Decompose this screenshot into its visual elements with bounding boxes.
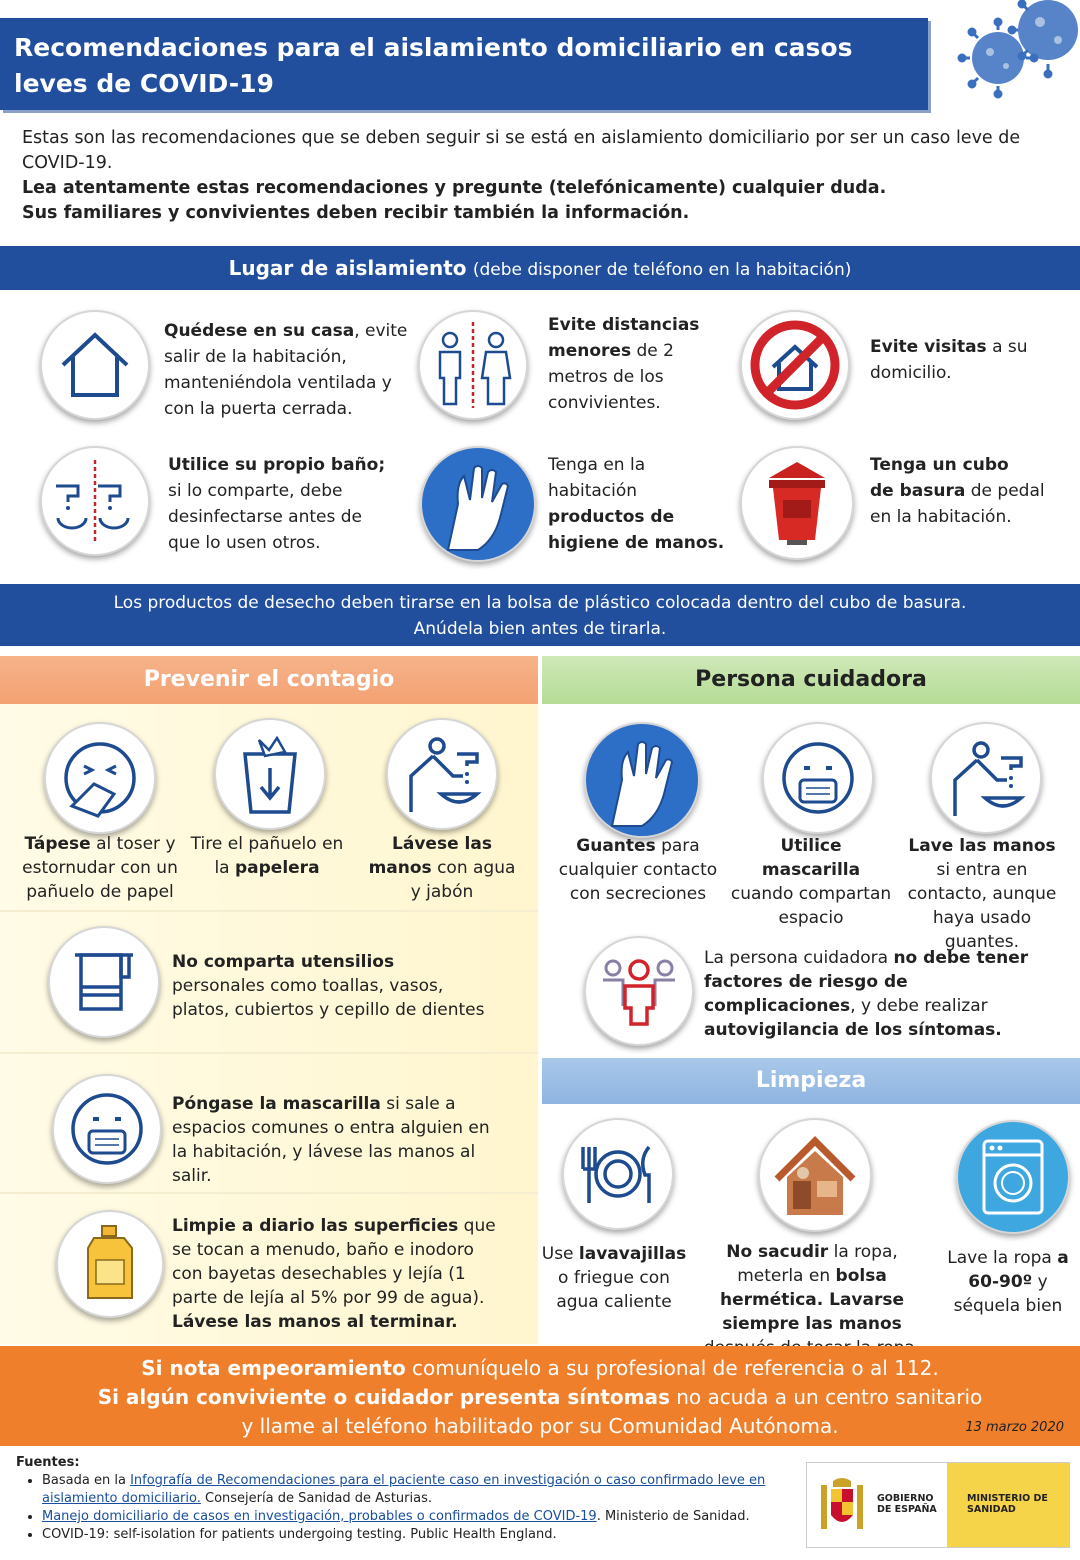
sources-title: Fuentes: — [16, 1455, 80, 1470]
lugar-item-bano-text: si lo comparte, debe desinfectarse antes de que lo usen otros. — [168, 481, 363, 553]
coat-of-arms-icon — [817, 1477, 867, 1535]
intro-line1: Estas son las recomendaciones que se deben seguir si se está en aislamiento domiciliario por ser un caso leve de COVID-19. — [22, 128, 1021, 173]
prevenir-limpie — [172, 1214, 502, 1334]
lugar-item-casa-text: , evite salir de la habitación, manteniéndola ventilada y con la puerta cerrada. — [164, 321, 408, 419]
cuidadora-lave-bold: Lave las manos — [908, 836, 1056, 856]
prevenir-tire — [186, 832, 348, 880]
limpieza-lave-text2: y séquela bien — [953, 1272, 1063, 1316]
source-1-link[interactable]: Infografía de Recomendaciones para el paciente caso en investigación o caso confirmado leve en aislamiento domiciliario. — [42, 1473, 766, 1506]
prevenir-tapese — [20, 832, 180, 904]
limpieza-lave-text: Lave la ropa — [947, 1248, 1058, 1268]
page-title: Recomendaciones para el aislamiento domiciliario en casos leves de COVID-19 — [14, 33, 853, 98]
lugar-item-bano — [168, 452, 388, 556]
warning-line2-text: no acuda a un centro sanitario — [669, 1385, 983, 1409]
cuidadora-riesgo — [704, 946, 1044, 1042]
prevenir-utensilios-text: personales como toallas, vasos, platos, cubiertos y cepillo de dientes — [172, 976, 485, 1020]
cuidadora-riesgo-text1: La persona cuidadora — [704, 948, 894, 968]
lugar-item-higiene-text: Tenga en la habitación — [548, 455, 646, 501]
logo-ministerio: MINISTERIO DE SANIDAD — [967, 1493, 1048, 1515]
lugar-item-distancia-text: de 2 metros de los convivientes. — [548, 341, 674, 413]
warning-line1-bold: Si nota empeoramiento — [141, 1356, 406, 1380]
prevenir-utensilios-bold: No comparta utensilios — [172, 952, 395, 972]
intro-line3: Sus familiares y convivientes deben recibir también la información. — [22, 203, 690, 223]
desechos-line2: Anúdela bien antes de tirarla. — [413, 619, 667, 639]
date-label: 13 marzo 2020 — [965, 1420, 1064, 1435]
prevenir-tapese-bold: Tápese — [24, 834, 91, 854]
cuidadora-mascarilla-bold: Utilice mascarilla — [761, 836, 861, 880]
lugar-item-visitas-text: a su domicilio. — [870, 337, 1028, 383]
virus-decoration-icon — [948, 0, 1080, 110]
plate-cutlery-icon — [562, 1118, 674, 1230]
cuidadora-header: Persona cuidadora — [542, 656, 1080, 704]
lugar-title: Lugar de aislamiento — [228, 256, 467, 280]
logo-gobierno: GOBIERNO DE ESPAÑA — [877, 1493, 937, 1515]
cuidadora-lave — [904, 834, 1060, 954]
limpieza-ropa-bold1: No sacudir — [726, 1242, 829, 1262]
wastebasket-icon — [214, 718, 326, 830]
cuidadora-guantes-text: para cualquier contacto con secreciones — [558, 836, 718, 904]
prevenir-limpie-text: que se tocan a menudo, baño e inodoro con bayetas desechables y lejía (1 parte de lejía al 5% por 99 de agua). — [172, 1216, 496, 1308]
lugar-item-casa-bold: Quédese en su casa — [164, 321, 355, 341]
limpieza-lavavajillas-text2: o friegue con agua caliente — [556, 1268, 672, 1312]
prevenir-mascarilla — [172, 1092, 502, 1188]
cuidadora-guantes-bold: Guantes — [576, 836, 656, 856]
government-logo — [806, 1462, 1070, 1548]
intro-line2: Lea atentamente estas recomendaciones y pregunte (telefónicamente) cualquier duda. — [22, 178, 887, 198]
government-logo-white — [807, 1463, 947, 1547]
cuidadora-guantes — [558, 834, 718, 906]
limpieza-lave-bold: a 60-90º — [968, 1248, 1069, 1292]
title-bar — [0, 18, 928, 110]
lugar-item-distancia — [548, 312, 728, 416]
lugar-item-basura — [870, 452, 1050, 530]
bleach-bottle-icon — [56, 1210, 164, 1318]
face-mask-icon — [52, 1074, 162, 1184]
bathroom-tap-icon — [40, 446, 150, 556]
lugar-item-bano-bold: Utilice su propio baño; — [168, 455, 386, 475]
clothes-house-icon — [758, 1118, 872, 1232]
limpieza-header: Limpieza — [542, 1058, 1080, 1104]
prevenir-tire-bold: papelera — [234, 858, 320, 878]
source-item — [42, 1508, 796, 1526]
towel-icon — [48, 926, 160, 1038]
limpieza-lavavajillas-bold: lavavajillas — [578, 1244, 687, 1264]
face-mask-icon — [762, 722, 874, 834]
limpieza-ropa-text1: la ropa, meterla en — [737, 1242, 898, 1286]
lugar-header — [0, 246, 1080, 290]
lugar-item-visitas-bold: Evite visitas — [870, 337, 987, 357]
lugar-item-basura-bold1: Tenga un cubo — [870, 455, 1009, 475]
source-item — [42, 1472, 796, 1508]
source-1-text2: Consejería de Sanidad de Asturias. — [200, 1491, 432, 1506]
source-2-text: . Ministerio de Sanidad. — [596, 1509, 750, 1524]
warning-line2-bold: Si algún conviviente o cuidador presenta síntomas — [97, 1385, 670, 1409]
limpieza-lavavajillas — [540, 1242, 688, 1314]
desechos-band — [0, 584, 1080, 646]
prevenir-lavese — [362, 832, 522, 904]
sneeze-tissue-icon — [44, 722, 156, 834]
desechos-line1: Los productos de desecho deben tirarse en la bolsa de plástico colocada dentro del cubo de basura. — [113, 593, 967, 613]
washing-machine-icon — [956, 1120, 1070, 1234]
prevenir-lavese-text: con agua y jabón — [410, 858, 516, 902]
lugar-item-casa — [164, 318, 414, 422]
source-2-link[interactable]: Manejo domiciliario de casos en investigación, probables o confirmados de COVID-19 — [42, 1509, 597, 1524]
divider — [0, 1052, 538, 1054]
gloves-hands-icon — [584, 722, 700, 838]
divider — [0, 1192, 538, 1194]
divider — [0, 910, 538, 912]
prevenir-limpie-bold: Limpie a diario las superficies — [172, 1216, 459, 1236]
prevenir-mascarilla-bold: Póngase la mascarilla — [172, 1094, 381, 1114]
prevenir-utensilios — [172, 950, 492, 1022]
limpieza-lave — [944, 1246, 1072, 1318]
lugar-item-higiene — [548, 452, 728, 556]
prevenir-tapese-text: al toser y estornudar con un pañuelo de papel — [22, 834, 178, 902]
cuidadora-riesgo-text2: , y debe realizar — [850, 996, 988, 1016]
source-1-text: Basada en la — [42, 1473, 131, 1488]
pedal-bin-icon — [740, 446, 854, 560]
warning-line3: y llame al teléfono habilitado por su Comunidad Autónoma. — [241, 1414, 839, 1438]
lugar-item-basura-bold2: de basura — [870, 481, 966, 501]
caregiver-group-icon — [584, 936, 694, 1046]
prevenir-mascarilla-text: si sale a espacios comunes o entra alguien en la habitación, y lávese las manos al salir. — [172, 1094, 490, 1186]
no-visits-icon — [740, 310, 850, 420]
lugar-item-basura-text: de pedal en la habitación. — [870, 481, 1045, 527]
lugar-subtitle: (debe disponer de teléfono en la habitación) — [472, 260, 852, 280]
cuidadora-riesgo-bold2: autovigilancia de los síntomas. — [704, 1020, 1002, 1040]
lugar-item-higiene-bold: productos de higiene de manos. — [548, 507, 725, 553]
limpieza-ropa-bold2: bolsa hermética. Lavarse siempre las manos — [719, 1266, 905, 1334]
lugar-item-visitas — [870, 334, 1040, 386]
prevenir-header: Prevenir el contagio — [0, 656, 538, 704]
cuidadora-riesgo-bold1: no debe tener factores de riesgo de complicaciones — [704, 948, 1029, 1016]
hand-hygiene-icon — [420, 446, 536, 562]
cuidadora-mascarilla — [730, 834, 892, 930]
warning-band — [0, 1346, 1080, 1446]
prevenir-limpie-bold2: Lávese las manos al terminar. — [172, 1312, 458, 1332]
prevenir-lavese-bold: Lávese las manos — [368, 834, 492, 878]
wash-hands-icon — [386, 718, 498, 830]
limpieza-lavavajillas-text1: Use — [541, 1244, 579, 1264]
cuidadora-mascarilla-text: cuando compartan espacio — [730, 884, 892, 928]
source-item: • COVID-19: self-isolation for patients undergoing testing. Public Health England. — [42, 1526, 796, 1544]
limpieza-ropa — [692, 1240, 932, 1360]
prevenir-tire-text: Tire el pañuelo en la — [190, 834, 344, 878]
house-icon — [40, 310, 150, 420]
warning-line1-text: comuníquelo a su profesional de referencia o al 112. — [405, 1356, 939, 1380]
cuidadora-lave-text: si entra en contacto, aunque haya usado guantes. — [907, 860, 1057, 952]
distance-people-icon — [418, 310, 528, 420]
sources — [16, 1454, 796, 1544]
wash-hands-icon — [930, 722, 1042, 834]
lugar-item-distancia-bold: Evite distancias menores — [548, 315, 700, 361]
intro — [22, 126, 1062, 226]
